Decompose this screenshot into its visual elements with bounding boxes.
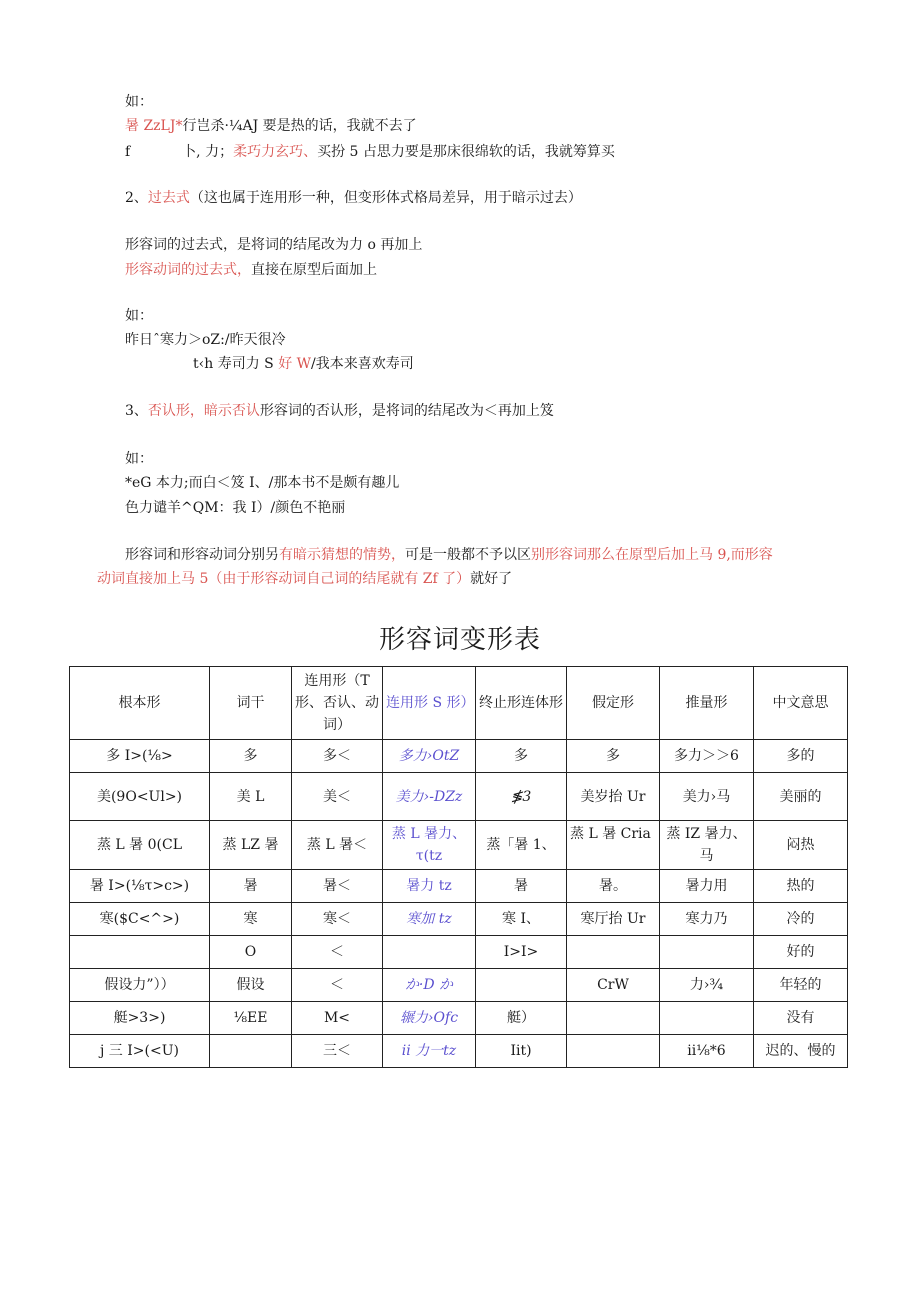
table-cell: 暑力用	[660, 870, 754, 903]
table-row	[70, 773, 848, 821]
table-cell: 暑力 tz	[383, 870, 476, 903]
header-cell: 假定形	[567, 667, 660, 740]
table-cell: 蒸 IZ 暑力、马	[660, 821, 754, 870]
table-cell	[567, 1035, 660, 1068]
adjective-conjugation-table	[69, 666, 848, 1068]
table-cell: 美丽的	[754, 773, 848, 821]
table-row	[70, 936, 848, 969]
table-cell: 暑	[476, 870, 567, 903]
text-line: 如：	[125, 308, 153, 324]
header-cell: 词干	[210, 667, 292, 740]
header-cell: 中文意思	[754, 667, 848, 740]
table-cell: 寒加 tz	[383, 903, 476, 936]
table-cell: 美＜	[292, 773, 383, 821]
table-cell: ＜	[292, 936, 383, 969]
table-cell: 美岁抬 Ur	[567, 773, 660, 821]
table-cell: 暑＜	[292, 870, 383, 903]
table-cell: 暑。	[567, 870, 660, 903]
table-row	[70, 1002, 848, 1035]
table-cell	[476, 969, 567, 1002]
table-cell: j 三 I>(<U)	[70, 1035, 210, 1068]
table-cell: 多	[476, 740, 567, 773]
table-cell: 寒＜	[292, 903, 383, 936]
table-cell: 假设力”））	[70, 969, 210, 1002]
table-cell: 蒸「暑 1、	[476, 821, 567, 870]
table-cell: ⅛EE	[210, 1002, 292, 1035]
table-cell: 多＜	[292, 740, 383, 773]
table-row	[70, 740, 848, 773]
table-cell: 美 L	[210, 773, 292, 821]
table-cell: 寒力乃	[660, 903, 754, 936]
table-cell: 蒸 L 暑 Cria	[567, 821, 660, 870]
table-cell: 多	[567, 740, 660, 773]
table-cell: 寒($C<^>)	[70, 903, 210, 936]
table-row	[70, 969, 848, 1002]
table-cell: か·D か	[383, 969, 476, 1002]
table-cell: 寒厅抬 Ur	[567, 903, 660, 936]
table-cell: 多力＞＞6	[660, 740, 754, 773]
table-cell: 好的	[754, 936, 848, 969]
table-cell: 多的	[754, 740, 848, 773]
table-cell: 美力›马	[660, 773, 754, 821]
table-cell	[567, 1002, 660, 1035]
table-cell: 力›¾	[660, 969, 754, 1002]
table-cell: 美力›-DZz	[383, 773, 476, 821]
table-cell: 蒸 L 暑＜	[292, 821, 383, 870]
table-row	[70, 903, 848, 936]
text-line: 如：	[125, 451, 153, 467]
table-cell: M<	[292, 1002, 383, 1035]
table-cell: Iit)	[476, 1035, 567, 1068]
table-cell: ≸3	[476, 773, 567, 821]
table-cell	[210, 1035, 292, 1068]
table-row	[70, 1035, 848, 1068]
table-cell: CrW	[567, 969, 660, 1002]
table-cell	[70, 936, 210, 969]
table-cell: 蒸 LZ 暑	[210, 821, 292, 870]
table-cell: I>I>	[476, 936, 567, 969]
text-line: 形容动词的过去式，直接在原型后面加上	[125, 262, 377, 278]
table-cell: 冷的	[754, 903, 848, 936]
table-cell: 艇>3>)	[70, 1002, 210, 1035]
table-cell: 寒 I、	[476, 903, 567, 936]
table-header-row	[70, 667, 848, 740]
paragraph-line: 动词直接加上马 5（由于形容动词自己词的结尾就有 Zf 了）就好了	[97, 571, 513, 587]
table-cell: 多	[210, 740, 292, 773]
text-line: 暑 ZzLJ*行岂杀·¼AJ 要是热的话，我就不去了	[125, 118, 417, 134]
table-cell: 闷热	[754, 821, 848, 870]
table-cell: 多力›OtZ	[383, 740, 476, 773]
table-row	[70, 821, 848, 870]
table-cell: 假设	[210, 969, 292, 1002]
table-cell: 蒸 L 暑力、τ(tz	[383, 821, 476, 870]
table-cell	[660, 936, 754, 969]
text-line: 如：	[125, 94, 153, 110]
table-cell	[660, 1002, 754, 1035]
table-cell: 辗力›Ofc	[383, 1002, 476, 1035]
paragraph-line: 形容词和形容动词分别另有暗示猜想的情势，可是一般都不予以区别形容词那么在原型后加上马 9,而形容	[125, 547, 773, 563]
table-cell: 迟的、慢的	[754, 1035, 848, 1068]
table-cell: 暑	[210, 870, 292, 903]
header-cell: 根本形	[70, 667, 210, 740]
example-line: 色力谴羊^QM：我 I）/颜色不艳丽	[125, 500, 346, 516]
header-cell: 连用形 S 形）	[383, 667, 476, 740]
table-row	[70, 870, 848, 903]
table-cell: ＜	[292, 969, 383, 1002]
table-cell: 热的	[754, 870, 848, 903]
table-cell: ii⅛*6	[660, 1035, 754, 1068]
table-cell: ii 力一tz	[383, 1035, 476, 1068]
table-cell: 寒	[210, 903, 292, 936]
table-cell: 年轻的	[754, 969, 848, 1002]
table-cell: 艇）	[476, 1002, 567, 1035]
table-cell: 没有	[754, 1002, 848, 1035]
text-line: f 卜, 力；柔巧力玄巧、买扮 5 占思力要是那床很绵软的话，我就筹算买	[125, 144, 615, 160]
table-cell	[567, 936, 660, 969]
table-title: 形容词变形表	[378, 625, 541, 655]
example-line: *eG 本力;而白＜笈 I、/那本书不是颇有趣儿	[125, 475, 400, 491]
text-line: 形容词的过去式，是将词的结尾改为力 o 再加上	[125, 237, 423, 253]
example-line: t‹h 寿司力 S 好 W/我本来喜欢寿司	[193, 356, 414, 372]
table-cell: 多 I>(⅛>	[70, 740, 210, 773]
header-cell: 推量形	[660, 667, 754, 740]
header-cell: 连用形（T形、否认、动词）	[292, 667, 383, 740]
example-line: 昨日ˆ寒力＞oZ:/昨天很冷	[125, 332, 286, 348]
table-cell: 三＜	[292, 1035, 383, 1068]
header-cell: 终止形连体形	[476, 667, 567, 740]
section-heading: 3、否认形，暗示否认形容词的否认形，是将词的结尾改为＜再加上笈	[125, 403, 554, 419]
table-cell	[383, 936, 476, 969]
section-heading: 2、过去式（这也属于连用形一种，但变形体式格局差异，用于暗示过去）	[125, 190, 582, 206]
table-cell: 蒸 L 暑 0(CL	[70, 821, 210, 870]
table-cell: 美(9O<Ul>)	[70, 773, 210, 821]
table-cell: 暑 I>(⅛τ>c>)	[70, 870, 210, 903]
table-cell: O	[210, 936, 292, 969]
